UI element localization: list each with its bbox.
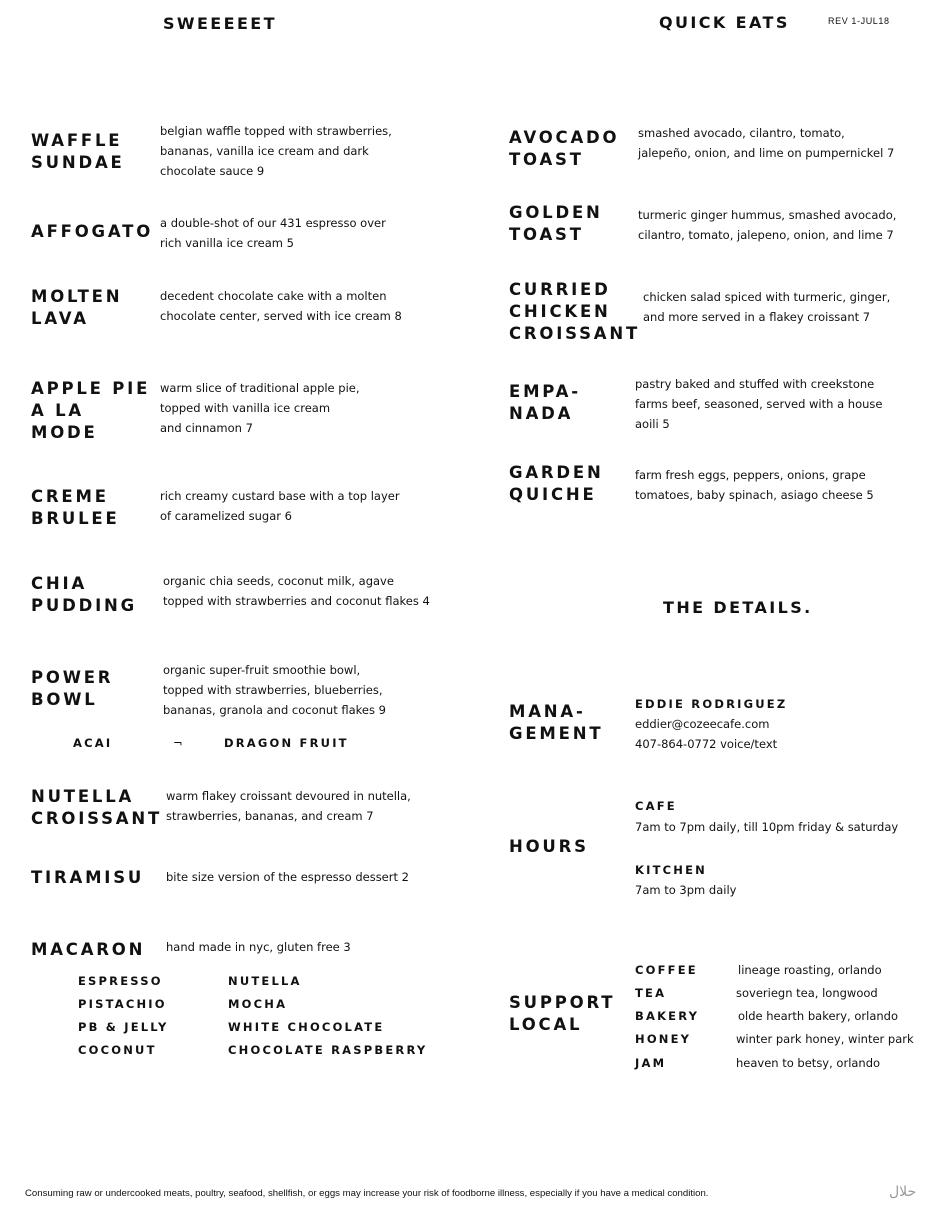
revision-label: REV 1-JUL18 (828, 16, 890, 26)
power-bowl-option: ACAI (73, 736, 113, 750)
management-label: MANA- GEMENT (509, 702, 604, 743)
supplier-name: winter park honey, winter park (736, 1032, 914, 1046)
menu-item-description: organic chia seeds, coconut milk, agave topped with strawberries and coconut flakes 4 (163, 574, 430, 608)
menu-item-description: organic super-fruit smoothie bowl, topped with strawberries, blueberries, bananas, granola and coconut flakes 9 (163, 663, 386, 717)
supplier-name: heaven to betsy, orlando (736, 1056, 881, 1070)
menu-item-description: farm fresh eggs, peppers, onions, grape tomatoes, baby spinach, asiago cheese 5 (635, 468, 874, 502)
cafe-hours: 7am to 7pm daily, till 10pm friday & saturday (635, 820, 899, 834)
menu-item-description: belgian waffle topped with strawberries, bananas, vanilla ice cream and dark chocolate sauce 9 (160, 124, 392, 178)
supplier-name: olde hearth bakery, orlando (738, 1009, 899, 1023)
macaron-flavor: PB & JELLY (78, 1020, 169, 1034)
macaron-flavor: WHITE CHOCOLATE (228, 1020, 385, 1034)
manager-phone: 407-864-0772 voice/text (635, 737, 778, 751)
manager-email: eddier@cozeecafe.com (635, 717, 770, 731)
sweet-section-title: SWEEEEET (163, 14, 277, 33)
support-local-label: SUPPORT LOCAL (509, 993, 616, 1034)
supplier-type: HONEY (635, 1032, 692, 1046)
menu-item-description: warm flakey croissant devoured in nutella, strawberries, bananas, and cream 7 (166, 789, 411, 823)
menu-item-name: AFFOGATO (31, 222, 154, 241)
menu-item-description: bite size version of the espresso dessert 2 (166, 870, 409, 884)
power-bowl-option-separator: ¬ (173, 736, 183, 750)
menu-item-name: AVOCADO TOAST (509, 128, 620, 169)
kitchen-hours-label: KITCHEN (635, 863, 707, 877)
menu-item-name: CHIA PUDDING (31, 574, 137, 615)
supplier-type: BAKERY (635, 1009, 700, 1023)
supplier-name: lineage roasting, orlando (738, 963, 882, 977)
menu-item-description: chicken salad spiced with turmeric, ginger, and more served in a flakey croissant 7 (643, 290, 891, 324)
menu-item-description: smashed avocado, cilantro, tomato, jalepeño, onion, and lime on pumpernickel 7 (638, 126, 895, 160)
menu-item-name: GOLDEN TOAST (509, 203, 603, 244)
menu-item-name: POWER BOWL (31, 668, 114, 709)
menu-item-description: hand made in nyc, gluten free 3 (166, 940, 351, 954)
menu-item-name: APPLE PIE A LA MODE (31, 379, 151, 442)
menu-item-description: pastry baked and stuffed with creekstone farms beef, seasoned, served with a house aoili 5 (635, 377, 883, 431)
menu-item-description: turmeric ginger hummus, smashed avocado, cilantro, tomato, jalepeno, onion, and lime 7 (638, 208, 897, 242)
menu-item-description: rich creamy custard base with a top layer of caramelized sugar 6 (160, 489, 400, 523)
supplier-name: soveriegn tea, longwood (736, 986, 878, 1000)
manager-name: EDDIE RODRIGUEZ (635, 697, 788, 711)
power-bowl-option: DRAGON FRUIT (224, 736, 349, 750)
menu-item-name: WAFFLE SUNDAE (31, 131, 125, 172)
halal-mark-icon: حلال (889, 1184, 917, 1200)
macaron-flavor: NUTELLA (228, 974, 302, 988)
hours-label: HOURS (509, 837, 589, 856)
kitchen-hours: 7am to 3pm daily (635, 883, 737, 897)
details-section-title: THE DETAILS. (663, 598, 813, 617)
supplier-type: JAM (635, 1056, 667, 1070)
cafe-hours-label: CAFE (635, 799, 677, 813)
menu-item-name: CREME BRULEE (31, 487, 120, 528)
food-safety-disclaimer: Consuming raw or undercooked meats, poultry, seafood, shellfish, or eggs may increase your risk of foodborne illness, especially if you have a medical condition. (25, 1188, 709, 1199)
menu-item-description: a double-shot of our 431 espresso over rich vanilla ice cream 5 (160, 216, 386, 250)
menu-item-name: NUTELLA CROISSANT (31, 787, 163, 828)
menu-item-name: TIRAMISU (31, 868, 145, 887)
menu-item-name: MACARON (31, 940, 146, 959)
macaron-flavor: CHOCOLATE RASPBERRY (228, 1043, 428, 1057)
menu-item-name: MOLTEN LAVA (31, 287, 123, 328)
supplier-type: COFFEE (635, 963, 698, 977)
menu-item-name: GARDEN QUICHE (509, 463, 604, 504)
quick-eats-section-title: QUICK EATS (659, 13, 790, 32)
macaron-flavor: COCONUT (78, 1043, 157, 1057)
menu-item-name: CURRIED CHICKEN CROISSANT (509, 280, 641, 343)
macaron-flavor: PISTACHIO (78, 997, 167, 1011)
macaron-flavor: MOCHA (228, 997, 288, 1011)
menu-item-name: EMPA- NADA (509, 382, 581, 423)
menu-item-description: decedent chocolate cake with a molten chocolate center, served with ice cream 8 (160, 289, 402, 323)
macaron-flavor: ESPRESSO (78, 974, 163, 988)
supplier-type: TEA (635, 986, 667, 1000)
menu-item-description: warm slice of traditional apple pie, topped with vanilla ice cream and cinnamon 7 (160, 381, 360, 435)
